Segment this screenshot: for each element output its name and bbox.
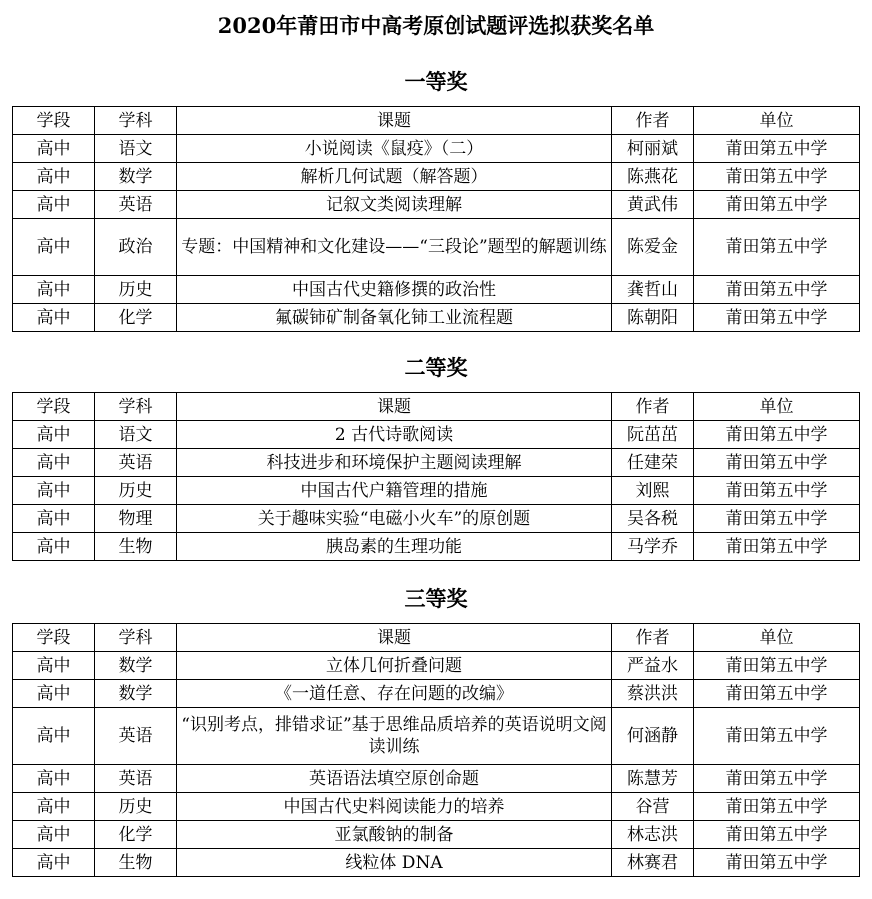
cell-stage: 高中 [13, 793, 95, 821]
header-stage: 学段 [13, 393, 95, 421]
cell-subject: 历史 [95, 477, 177, 505]
award-table-second-prize [12, 392, 860, 561]
table-row [13, 449, 860, 477]
cell-subject: 数学 [95, 163, 177, 191]
cell-topic: 英语语法填空原创命题 [177, 765, 612, 793]
cell-unit: 莆田第五中学 [694, 477, 860, 505]
cell-stage: 高中 [13, 821, 95, 849]
section-title-second-prize: 二等奖 [404, 355, 468, 380]
cell-topic: 中国古代史籍修撰的政治性 [177, 276, 612, 304]
cell-stage: 高中 [13, 533, 95, 561]
cell-author: 陈慧芳 [612, 765, 694, 793]
table-header-row [13, 393, 860, 421]
header-stage: 学段 [13, 624, 95, 652]
header-unit: 单位 [694, 624, 860, 652]
section-title-third-prize: 三等奖 [404, 586, 468, 611]
cell-author: 严益水 [612, 652, 694, 680]
header-author: 作者 [612, 393, 694, 421]
cell-subject: 英语 [95, 765, 177, 793]
cell-subject: 生物 [95, 849, 177, 877]
cell-stage: 高中 [13, 849, 95, 877]
table-row [13, 680, 860, 708]
cell-author: 阮茁茁 [612, 421, 694, 449]
cell-subject: 数学 [95, 680, 177, 708]
cell-topic: 专题：中国精神和文化建设——“三段论”题型的解题训练 [177, 219, 612, 276]
cell-stage: 高中 [13, 505, 95, 533]
cell-topic: 科技进步和环境保护主题阅读理解 [177, 449, 612, 477]
cell-unit: 莆田第五中学 [694, 765, 860, 793]
cell-subject: 英语 [95, 191, 177, 219]
cell-author: 蔡洪洪 [612, 680, 694, 708]
table-row [13, 276, 860, 304]
cell-author: 陈朝阳 [612, 304, 694, 332]
cell-subject: 物理 [95, 505, 177, 533]
cell-topic: 中国古代史料阅读能力的培养 [177, 793, 612, 821]
cell-author: 刘熙 [612, 477, 694, 505]
table-header-row [13, 107, 860, 135]
section-title-first-prize: 一等奖 [404, 69, 468, 94]
table-row [13, 163, 860, 191]
cell-subject: 语文 [95, 421, 177, 449]
award-table-third-prize [12, 623, 860, 877]
cell-unit: 莆田第五中学 [694, 708, 860, 765]
cell-author: 吴各税 [612, 505, 694, 533]
table-row [13, 505, 860, 533]
cell-stage: 高中 [13, 191, 95, 219]
cell-author: 马学乔 [612, 533, 694, 561]
cell-unit: 莆田第五中学 [694, 652, 860, 680]
cell-topic: 胰岛素的生理功能 [177, 533, 612, 561]
cell-stage: 高中 [13, 304, 95, 332]
cell-subject: 化学 [95, 304, 177, 332]
cell-subject: 生物 [95, 533, 177, 561]
cell-author: 何涵静 [612, 708, 694, 765]
cell-unit: 莆田第五中学 [694, 505, 860, 533]
table-row [13, 652, 860, 680]
table-row [13, 304, 860, 332]
header-topic: 课题 [177, 393, 612, 421]
cell-topic: 线粒体 DNA [177, 849, 612, 877]
cell-author: 任建荣 [612, 449, 694, 477]
cell-subject: 英语 [95, 449, 177, 477]
table-row [13, 821, 860, 849]
table-row [13, 533, 860, 561]
cell-author: 柯丽斌 [612, 135, 694, 163]
cell-unit: 莆田第五中学 [694, 163, 860, 191]
table-row [13, 421, 860, 449]
cell-topic: 小说阅读《鼠疫》（二） [177, 135, 612, 163]
cell-subject: 语文 [95, 135, 177, 163]
cell-topic: 记叙文类阅读理解 [177, 191, 612, 219]
header-author: 作者 [612, 107, 694, 135]
cell-subject: 政治 [95, 219, 177, 276]
cell-unit: 莆田第五中学 [694, 821, 860, 849]
cell-author: 龚哲山 [612, 276, 694, 304]
cell-subject: 数学 [95, 652, 177, 680]
cell-unit: 莆田第五中学 [694, 533, 860, 561]
cell-stage: 高中 [13, 421, 95, 449]
cell-stage: 高中 [13, 135, 95, 163]
award-table-first-prize [12, 106, 860, 332]
cell-unit: 莆田第五中学 [694, 191, 860, 219]
cell-stage: 高中 [13, 708, 95, 765]
table-row [13, 708, 860, 765]
cell-unit: 莆田第五中学 [694, 135, 860, 163]
cell-topic: 氟碳铈矿制备氧化铈工业流程题 [177, 304, 612, 332]
cell-topic: 解析几何试题（解答题） [177, 163, 612, 191]
cell-unit: 莆田第五中学 [694, 449, 860, 477]
cell-stage: 高中 [13, 276, 95, 304]
cell-topic: 亚氯酸钠的制备 [177, 821, 612, 849]
cell-stage: 高中 [13, 652, 95, 680]
table-row [13, 219, 860, 276]
cell-subject: 化学 [95, 821, 177, 849]
cell-stage: 高中 [13, 449, 95, 477]
cell-stage: 高中 [13, 680, 95, 708]
table-row [13, 477, 860, 505]
cell-stage: 高中 [13, 477, 95, 505]
cell-stage: 高中 [13, 219, 95, 276]
cell-author: 谷营 [612, 793, 694, 821]
cell-unit: 莆田第五中学 [694, 680, 860, 708]
header-subject: 学科 [95, 624, 177, 652]
header-stage: 学段 [13, 107, 95, 135]
cell-topic: 2 古代诗歌阅读 [177, 421, 612, 449]
header-subject: 学科 [95, 107, 177, 135]
header-author: 作者 [612, 624, 694, 652]
table-row [13, 765, 860, 793]
cell-author: 林赛君 [612, 849, 694, 877]
cell-topic: 《一道任意、存在问题的改编》 [177, 680, 612, 708]
cell-unit: 莆田第五中学 [694, 849, 860, 877]
cell-author: 陈爱金 [612, 219, 694, 276]
cell-subject: 英语 [95, 708, 177, 765]
header-subject: 学科 [95, 393, 177, 421]
cell-author: 陈燕花 [612, 163, 694, 191]
cell-subject: 历史 [95, 276, 177, 304]
table-row [13, 191, 860, 219]
document-title: 2020年莆田市中高考原创试题评选拟获奖名单 [217, 13, 655, 38]
cell-unit: 莆田第五中学 [694, 276, 860, 304]
cell-topic: 关于趣味实验“电磁小火车”的原创题 [177, 505, 612, 533]
header-unit: 单位 [694, 393, 860, 421]
header-topic: 课题 [177, 624, 612, 652]
cell-unit: 莆田第五中学 [694, 304, 860, 332]
cell-topic: “识别考点，排错求证”基于思维品质培养的英语说明文阅读训练 [177, 708, 612, 765]
cell-subject: 历史 [95, 793, 177, 821]
cell-author: 林志洪 [612, 821, 694, 849]
header-topic: 课题 [177, 107, 612, 135]
cell-unit: 莆田第五中学 [694, 793, 860, 821]
table-row [13, 849, 860, 877]
cell-topic: 立体几何折叠问题 [177, 652, 612, 680]
table-row [13, 793, 860, 821]
table-header-row [13, 624, 860, 652]
cell-author: 黄武伟 [612, 191, 694, 219]
cell-stage: 高中 [13, 765, 95, 793]
cell-unit: 莆田第五中学 [694, 421, 860, 449]
cell-topic: 中国古代户籍管理的措施 [177, 477, 612, 505]
cell-unit: 莆田第五中学 [694, 219, 860, 276]
cell-stage: 高中 [13, 163, 95, 191]
table-row [13, 135, 860, 163]
header-unit: 单位 [694, 107, 860, 135]
